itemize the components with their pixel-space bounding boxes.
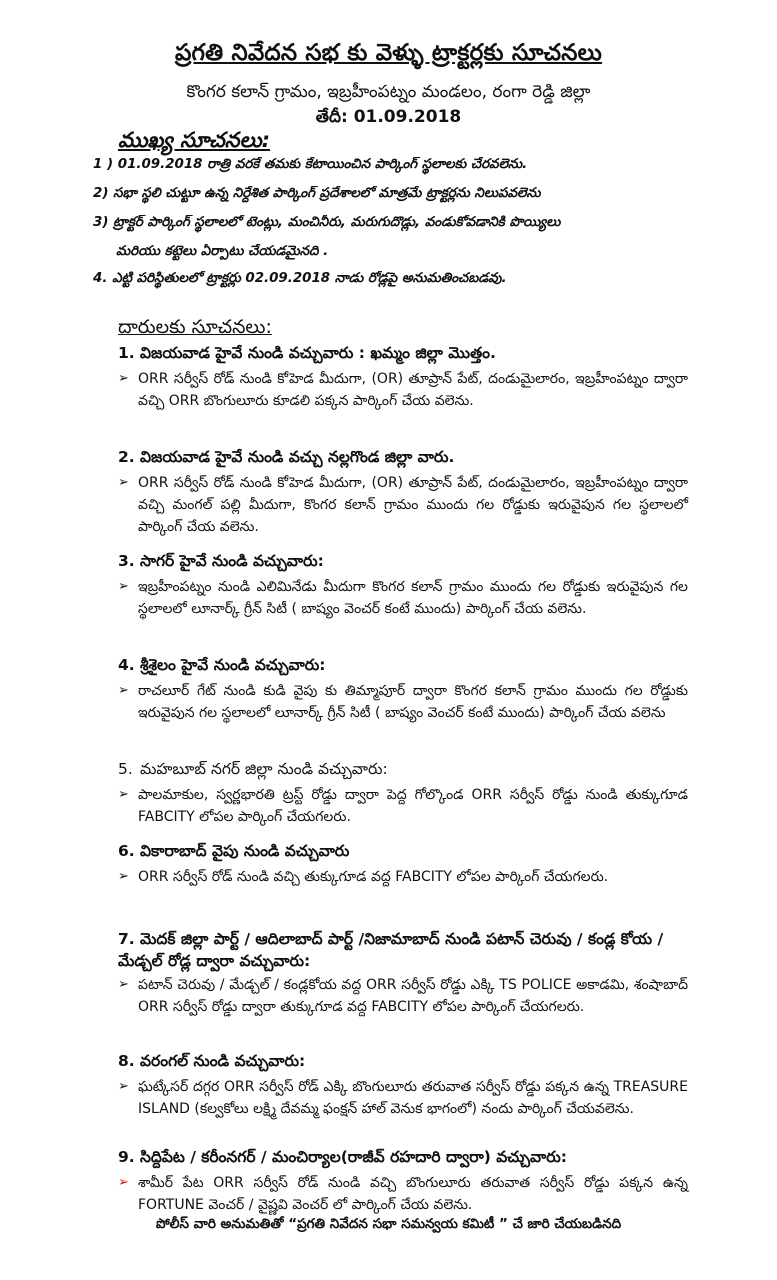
route-item-heading: 7. మెదక్ జిల్లా పార్ట్ / ఆదిలాబాద్ పార్ట్ /నిజామాబాద్ నుండి పటాన్ చెరువు / కండ్ల కోయ / మేడ్చల్ రోడ్ల ద్వారా వచ్చువారు: xyxy=(118,930,664,970)
route-item-5 xyxy=(118,760,688,828)
route-item-6 xyxy=(118,842,688,888)
arrow-bullet-icon: ➢ xyxy=(118,371,129,386)
route-item-text: ఘట్కేసర్ దగ్గర ORR సర్వీస్ రోడ్ ఎక్కి బొంగులూరు తరువాత సర్వీస్ రోడ్డు పక్కన ఉన్న TREASURE ISLAND (కల్వకోలు లక్ష్మి దేవమ్మ ఫంక్షన్ హాల్ వెనుక భాగంలో) నందు పార్కింగ్ చేయవలెను. xyxy=(138,1079,688,1117)
route-item-7 xyxy=(118,928,688,1018)
route-item-9 xyxy=(118,1148,688,1216)
route-item-1 xyxy=(118,344,688,412)
arrow-bullet-icon: ➢ xyxy=(118,683,129,698)
route-item-heading: 5. మహబూబ్ నగర్ జిల్లా నుండి వచ్చువారు: xyxy=(118,760,388,778)
route-item-heading: 8. వరంగల్ నుండి వచ్చువారు: xyxy=(118,1052,306,1070)
arrow-bullet-icon: ➢ xyxy=(118,1079,129,1094)
arrow-bullet-icon: ➢ xyxy=(118,475,129,490)
document-title: ప్రగతి నివేదన సభ కు వెళ్ళు ట్రాక్టర్లకు సూచనలు xyxy=(174,40,603,66)
route-item-heading: 6. వికారాబాద్ వైపు నుండి వచ్చువారు xyxy=(118,842,350,860)
route-item-text: ORR సర్వీస్ రోడ్ నుండి కోహెడ మీదుగా, (OR) తూప్రాన్ పేట్, దండుమైలారం, ఇబ్రహీంపట్నం ద్వారా వచ్చి మంగల్ పల్లి మీదుగా, కొంగర కలాన్ గ్రామం ముందు గల రోడ్డుకు ఇరువైపున గల స్థలాలలో పార్కింగ్ చేయ వలెను. xyxy=(138,475,688,535)
route-item-3 xyxy=(118,552,688,620)
route-item-2 xyxy=(118,448,688,538)
general-instructions-heading: ముఖ్య సూచనలు: xyxy=(118,128,271,152)
route-item-heading: 3. సాగర్ హైవే నుండి వచ్చువారు: xyxy=(118,552,324,570)
general-line-2: 2) సభా స్థలి చుట్టూ ఉన్న నిర్దేశిత పార్కింగ్ ప్రదేశాలలో మాత్రమే ట్రాక్టర్లను నిలుపవలెను xyxy=(93,186,541,201)
route-item-heading: 9. సిద్దిపేట / కరీంనగర్ / మంచిర్యాల(రాజీవ్ రహదారి ద్వారా) వచ్చువారు: xyxy=(118,1148,567,1166)
arrow-bullet-icon: ➢ xyxy=(118,787,129,802)
arrow-bullet-icon: ➢ xyxy=(118,869,129,884)
general-line-3-continued: మరియు కట్టెలు ఏర్పాటు చేయడమైనది . xyxy=(116,244,329,259)
route-item-text: ఇబ్రహీంపట్నం నుండి ఎలిమినేడు మీదుగా కొంగర కలాన్ గ్రామం ముందు గల రోడ్డుకు ఇరువైపున గల స్థలాలలో లూనార్క్ గ్రీన్ సిటీ ( బాష్యం వెంచర్ కంటే ముందు) పార్కింగ్ చేయ వలెను. xyxy=(138,579,688,617)
general-line-4: 4. ఎట్టి పరిస్థితులలో ట్రాక్టర్లు 02.09.2018 నాడు రోడ్లపై అనుమతించబడవు. xyxy=(93,271,507,286)
arrow-bullet-icon: ➢ xyxy=(118,579,129,594)
route-item-heading: 2. విజయవాడ హైవే నుండి వచ్చు నల్లగొండ జిల్లా వారు. xyxy=(118,448,455,466)
route-item-heading: 4. శ్రీశైలం హైవే నుండి వచ్చువారు: xyxy=(118,656,326,674)
document-date: తేదీ: 01.09.2018 xyxy=(315,107,462,127)
arrow-bullet-icon: ➢ xyxy=(118,977,129,992)
route-item-8 xyxy=(118,1052,688,1120)
route-item-text: పటాన్ చెరువు / మేడ్చల్ / కండ్లకోయ వద్ద ORR సర్వీస్ రోడ్డు ఎక్కి TS POLICE అకాడమి, శంషాబాద్ ORR సర్వీస్ రోడ్డు ద్వారా తుక్కుగూడ వద్ద FABCITY లోపల పార్కింగ్ చేయగలరు. xyxy=(138,977,688,1015)
issuer-footer: పోలీస్ వారి అనుమతితో “ప్రగతి నివేదన సభా సమన్వయ కమిటీ ” చే జారి చేయబడినది xyxy=(155,1216,622,1232)
general-line-3: 3) ట్రాక్టర్ పార్కింగ్ స్థలాలలో టెంట్లు, మంచినీరు, మరుగుదొడ్లు, వండుకోవడానికి పొయ్యిలు xyxy=(93,215,561,230)
route-item-text: పాలమాకుల, స్వర్ణభారతి ట్రస్ట్ రోడ్డు ద్వారా పెద్ద గోల్కొండ ORR సర్వీస్ రోడ్డు నుండి తుక్కుగూడ FABCITY లోపల పార్కింగ్ చేయగలరు. xyxy=(138,787,688,825)
route-item-heading: 1. విజయవాడ హైవే నుండి వచ్చువారు : ఖమ్మం జిల్లా మొత్తం. xyxy=(118,344,496,362)
location-subtitle: కొంగర కలాన్ గ్రామం, ఇబ్రహీంపట్నం మండలం, రంగా రెడ్డి జిల్లా xyxy=(186,82,591,102)
route-item-text: ORR సర్వీస్ రోడ్ నుండి కోహెడ మీదుగా, (OR) తూప్రాన్ పేట్, దండుమైలారం, ఇబ్రహీంపట్నం ద్వారా వచ్చి ORR బొంగులూరు కూడలి పక్కన పార్కింగ్ చేయ వలెను. xyxy=(138,371,688,409)
red-arrow-bullet-icon: ➢ xyxy=(118,1175,129,1190)
route-item-4 xyxy=(118,656,688,724)
route-item-text: రాచలూర్ గేట్ నుండి కుడి వైపు కు తిమ్మాపూర్ ద్వారా కొంగర కలాన్ గ్రామం ముందు గల రోడ్డుకు ఇరువైపున గల స్థలాలలో లూనార్క్ గ్రీన్ సిటీ ( బాష్యం వెంచర్ కంటే ముందు) పార్కింగ్ చేయ వలెను xyxy=(138,683,688,721)
general-line-1: 1 ) 01.09.2018 రాత్రి వరకే తమకు కేటాయించిన పార్కింగ్ స్థలాలకు చేరవలెను. xyxy=(93,157,528,172)
route-item-text: ORR సర్వీస్ రోడ్ నుండి వచ్చి తుక్కుగూడ వద్ద FABCITY లోపల పార్కింగ్ చేయగలరు. xyxy=(138,869,609,885)
route-item-text: శామీర్ పేట ORR సర్వీస్ రోడ్ నుండి వచ్చి బొంగులూరు తరువాత సర్వీస్ రోడ్డు పక్కన ఉన్న FORTUNE వెంచర్ / వైష్ణవి వెంచర్ లో పార్కింగ్ చేయ వలెను. xyxy=(138,1175,688,1213)
route-instructions-heading: దారులకు సూచనలు: xyxy=(118,316,272,338)
